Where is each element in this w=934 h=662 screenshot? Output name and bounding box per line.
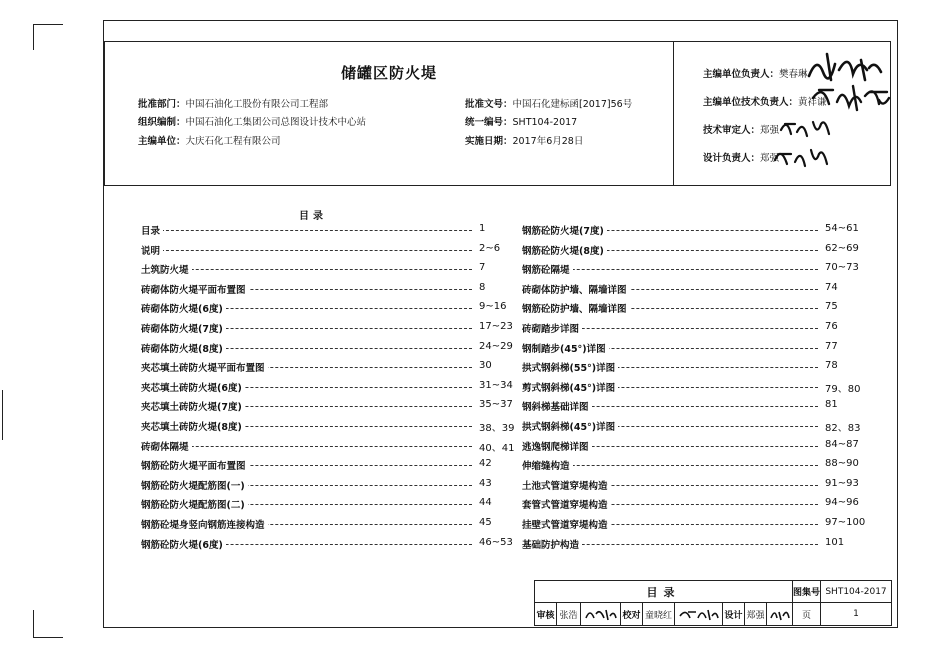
toc-entry <box>141 537 521 553</box>
approval-dept <box>138 96 328 110</box>
toc-entry-page: 101 <box>822 537 844 548</box>
toc-leader <box>542 328 818 329</box>
toc-entry <box>141 399 521 415</box>
chief-unit-value: 大庆石化工程有限公司 <box>185 136 281 147</box>
toc-entry-page: 74 <box>822 282 838 293</box>
check-label-text: 校对 <box>622 610 641 621</box>
page-number-text: 1 <box>853 609 859 619</box>
toc-entry-label: 拱式钢斜梯(45°)详图 <box>522 419 618 433</box>
toc-entry-page: 79、80 <box>822 380 860 395</box>
check-signature <box>675 603 723 626</box>
toc-leader <box>542 544 818 545</box>
review-name <box>557 603 581 626</box>
signature-tech <box>809 80 891 114</box>
toc-entry-page: 84~87 <box>822 439 859 450</box>
toc-entry <box>522 301 892 317</box>
toc-entry-page: 45 <box>476 517 492 528</box>
check-label <box>621 603 643 626</box>
toc-entry-label: 逃逸钢爬梯详图 <box>522 439 592 453</box>
title-block-name-text: 目录 <box>646 585 681 599</box>
toc-entry-label: 钢制踏步(45°)详图 <box>522 341 609 355</box>
toc-entry-label: 土筑防火堤 <box>141 262 192 276</box>
review-name-text: 张浩 <box>559 610 578 621</box>
responsible-label: 设计负责人： <box>703 153 761 164</box>
drawing-sheet <box>103 20 898 628</box>
toc-entry-page: 82、83 <box>822 419 860 434</box>
toc-entry-page: 44 <box>476 497 492 508</box>
toc-entry <box>141 341 521 357</box>
chief-unit <box>138 133 281 147</box>
atlas-label-text: 图集号 <box>793 588 821 598</box>
title-block <box>534 580 892 626</box>
approval-dept-label: 批准部门： <box>138 99 186 110</box>
crop-mark-bottom-left <box>33 610 34 638</box>
toc-entry <box>141 262 521 278</box>
toc-entry-page: 35~37 <box>476 399 513 410</box>
toc-entry <box>141 301 521 317</box>
toc-entry-label: 砖砌体隔堤 <box>141 439 192 453</box>
toc-entry-page: 7 <box>476 262 485 273</box>
toc-entry <box>522 321 892 337</box>
toc-entry <box>141 243 521 259</box>
toc-entry-page: 43 <box>476 478 492 489</box>
toc-leader <box>542 269 818 270</box>
effective-label: 实施日期： <box>465 136 513 147</box>
serial-value: SHT104-2017 <box>512 117 578 128</box>
toc-entry <box>522 537 892 553</box>
responsible-label: 主编单位负责人： <box>703 69 780 80</box>
toc-entry-page: 30 <box>476 360 492 371</box>
toc-entry <box>522 399 892 415</box>
organizer <box>138 114 366 128</box>
design-signature <box>767 603 793 626</box>
toc-entry <box>141 380 521 396</box>
toc-entry-page: 62~69 <box>822 243 859 254</box>
effective-date <box>465 133 583 147</box>
toc-entry <box>522 380 892 396</box>
review-label-text: 审核 <box>536 610 555 621</box>
page-label <box>793 603 821 626</box>
margin-line <box>2 390 3 440</box>
toc-entry-label: 钢筋砼防火堤(6度) <box>141 537 226 551</box>
design-name-text: 郑强 <box>746 610 765 621</box>
serial-number <box>465 114 577 128</box>
design-label-text: 设计 <box>724 610 743 621</box>
toc-entry-label: 钢斜梯基础详图 <box>522 399 592 413</box>
toc-entry-label: 夹芯填土砖防火堤(7度) <box>141 399 245 413</box>
toc-entry-label: 砖砌体防火堤(8度) <box>141 341 226 355</box>
toc-entry-label: 夹芯填土砖防火堤(8度) <box>141 419 245 433</box>
toc-entry <box>522 439 892 455</box>
toc-entry <box>141 223 521 239</box>
responsible-chief <box>703 66 808 80</box>
toc-entry <box>141 497 521 513</box>
responsible-name: 黄祥谦 <box>798 97 827 108</box>
page-number <box>821 603 892 626</box>
header-block <box>104 41 891 186</box>
toc-entry-page: 70~73 <box>822 262 859 273</box>
effective-value: 2017年6月28日 <box>512 136 584 147</box>
toc-entry-label: 拱式钢斜梯(55°)详图 <box>522 360 618 374</box>
toc-entry <box>141 360 521 376</box>
toc-entry-page: 94~96 <box>822 497 859 508</box>
toc-entry-page: 42 <box>476 458 492 469</box>
signature-design <box>771 142 831 170</box>
signature-review <box>777 114 835 140</box>
toc-entry-page: 9~16 <box>476 301 506 312</box>
approval-dept-value: 中国石油化工股份有限公司工程部 <box>185 99 329 110</box>
toc-entry-page: 1 <box>476 223 485 234</box>
toc-entry <box>522 517 892 533</box>
design-signature-mark <box>769 606 791 622</box>
check-name <box>643 603 675 626</box>
review-signature-mark <box>584 606 618 622</box>
toc-entry <box>141 517 521 533</box>
toc-entry-page: 2~6 <box>476 243 500 254</box>
toc-entry <box>522 282 892 298</box>
toc-entry <box>522 262 892 278</box>
review-label <box>535 603 557 626</box>
atlas-number <box>821 581 892 603</box>
toc-entry-label: 钢筋砼防火堤平面布置图 <box>141 458 249 472</box>
responsible-name: 郑强 <box>760 125 780 136</box>
toc-entry <box>141 282 521 298</box>
toc-entry-label: 砖砌体防火堤(6度) <box>141 301 226 315</box>
toc-leader <box>161 269 472 270</box>
toc-entry-label: 套管式管道穿堤构造 <box>522 497 611 511</box>
responsible-name: 郑强 <box>760 153 780 164</box>
toc-entry-label: 砖砌踏步详图 <box>522 321 582 335</box>
toc-entry-label: 夹芯填土砖防火堤平面布置图 <box>141 360 268 374</box>
toc-entry-page: 38、39 <box>476 419 514 434</box>
toc-entry-page: 31~34 <box>476 380 513 391</box>
toc-entry <box>141 439 521 455</box>
toc-entry-label: 砖砌体防护墙、隔墙详图 <box>522 282 630 296</box>
toc-entry <box>522 458 892 474</box>
review-signature <box>581 603 621 626</box>
organizer-value: 中国石油化工集团公司总图设计技术中心站 <box>185 117 367 128</box>
toc-entry-page: 97~100 <box>822 517 865 528</box>
toc-entry-label: 基础防护构造 <box>522 537 582 551</box>
toc-entry-label: 钢筋砼防火堤(8度) <box>522 243 607 257</box>
toc-entry-label: 钢筋砼防火堤配筋图(一) <box>141 478 248 492</box>
toc-entry-label: 钢筋砼防护墙、隔墙详图 <box>522 301 630 315</box>
design-label <box>723 603 745 626</box>
toc-entry <box>522 419 892 435</box>
responsible-tech <box>703 94 827 108</box>
toc-entry <box>522 243 892 259</box>
toc-leader <box>161 230 472 231</box>
toc-entry-page: 77 <box>822 341 838 352</box>
page-label-text: 页 <box>801 610 811 621</box>
responsible-label: 主编单位技术负责人： <box>703 97 799 108</box>
toc-entry-page: 40、41 <box>476 439 514 454</box>
toc-entry-page: 75 <box>822 301 838 312</box>
toc-entry <box>141 419 521 435</box>
toc-entry-label: 土池式管道穿堤构造 <box>522 478 611 492</box>
organizer-label: 组织编制： <box>138 117 186 128</box>
atlas-number-text: SHT104-2017 <box>825 586 887 597</box>
toc-entry-label: 砖砌体防火堤平面布置图 <box>141 282 249 296</box>
toc-entry-page: 91~93 <box>822 478 859 489</box>
toc-entry-label: 目录 <box>141 223 163 237</box>
toc-entry-label: 钢筋砼隔堤 <box>522 262 573 276</box>
serial-label: 统一编号： <box>465 117 513 128</box>
crop-mark-top-left <box>33 24 63 25</box>
toc-entry <box>141 458 521 474</box>
toc-entry-label: 剪式钢斜梯(45°)详图 <box>522 380 618 394</box>
toc-entry-page: 54~61 <box>822 223 859 234</box>
toc-entry-page: 81 <box>822 399 838 410</box>
approval-doc-label: 批准文号： <box>465 99 513 110</box>
toc-entry-label: 伸缩缝构造 <box>522 458 573 472</box>
design-name <box>745 603 767 626</box>
toc-entry <box>522 360 892 376</box>
toc-entry <box>522 478 892 494</box>
toc-entry <box>522 341 892 357</box>
toc-entry-label: 钢筋砼防火堤(7度) <box>522 223 607 237</box>
check-name-text: 童晓红 <box>644 610 672 621</box>
toc-entry-label: 说明 <box>141 243 163 257</box>
page-title: 储罐区防火堤 <box>340 64 437 82</box>
toc-entry-label: 夹芯填土砖防火堤(6度) <box>141 380 245 394</box>
toc-entry-label: 砖砌体防火堤(7度) <box>141 321 226 335</box>
toc-leader <box>161 250 472 251</box>
toc-leader <box>542 465 818 466</box>
responsible-review <box>703 122 779 136</box>
responsible-name: 樊春琳 <box>779 69 808 80</box>
toc-entry-page: 24~29 <box>476 341 513 352</box>
toc-entry <box>141 478 521 494</box>
approval-doc <box>465 96 632 110</box>
toc-entry <box>141 321 521 337</box>
toc-entry-page: 17~23 <box>476 321 513 332</box>
toc-entry-page: 76 <box>822 321 838 332</box>
crop-mark-bottom-left <box>33 637 63 638</box>
toc-entry-page: 46~53 <box>476 537 513 548</box>
title-block-name <box>535 581 793 603</box>
toc-entry-page: 88~90 <box>822 458 859 469</box>
toc-entry-label: 挂壁式管道穿堤构造 <box>522 517 611 531</box>
crop-mark-top-left <box>33 24 34 50</box>
check-signature-mark <box>678 606 720 622</box>
chief-unit-label: 主编单位： <box>138 136 186 147</box>
toc-entry-label: 钢筋砼堤身竖向钢筋连接构造 <box>141 517 268 531</box>
toc-entry-page: 8 <box>476 282 485 293</box>
toc-entry-label: 钢筋砼防火堤配筋图(二) <box>141 497 248 511</box>
toc-leader <box>161 446 472 447</box>
toc-entry-page: 78 <box>822 360 838 371</box>
atlas-label <box>793 581 821 603</box>
toc-heading: 目录 <box>299 211 327 222</box>
responsible-design <box>703 150 779 164</box>
toc-entry <box>522 223 892 239</box>
approval-doc-value: 中国石化建标函[2017]56号 <box>512 99 633 110</box>
toc-entry <box>522 497 892 513</box>
responsible-label: 技术审定人： <box>703 125 761 136</box>
header-info <box>105 42 674 185</box>
